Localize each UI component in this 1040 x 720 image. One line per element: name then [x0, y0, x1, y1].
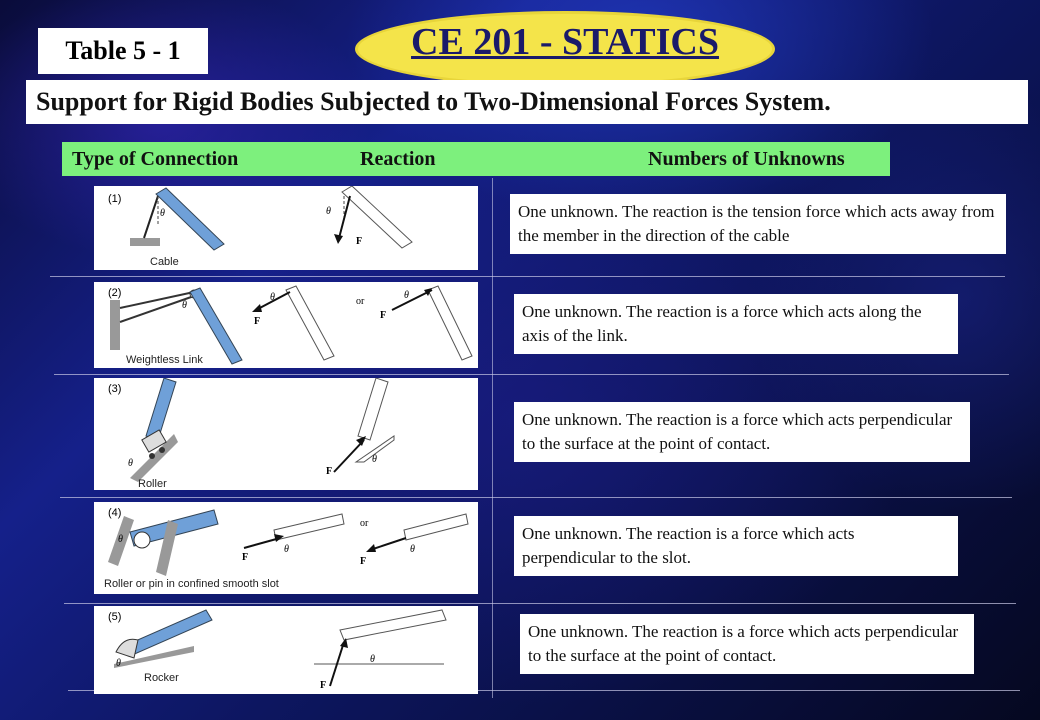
svg-text:or: or [360, 518, 369, 529]
row-divider [54, 374, 1009, 375]
svg-text:θ: θ [404, 290, 409, 301]
row-divider [60, 497, 1012, 498]
svg-text:θ: θ [372, 454, 377, 465]
figure-weightless-link [94, 282, 478, 368]
svg-text:F: F [356, 236, 363, 247]
svg-text:θ: θ [270, 292, 275, 303]
figure-roller-in-slot [94, 502, 478, 594]
row-divider [50, 276, 1005, 277]
svg-text:θ: θ [116, 658, 121, 669]
svg-text:F: F [326, 466, 333, 477]
figure-caption: Roller or pin in confined smooth slot [104, 578, 279, 590]
description-weightless-link: One unknown. The reaction is a force which acts along the axis of the link. [514, 294, 958, 354]
column-divider [492, 178, 493, 698]
figure-number: (3) [108, 383, 122, 395]
figure-caption: Weightless Link [126, 354, 203, 366]
course-title: CE 201 - STATICS [411, 21, 719, 63]
svg-text:θ: θ [128, 458, 133, 469]
description-roller: One unknown. The reaction is a force which acts perpendicular to the surface at the point of contact. [514, 402, 970, 462]
description-rocker: One unknown. The reaction is a force which acts perpendicular to the surface at the point of contact. [520, 614, 974, 674]
svg-text:F: F [380, 310, 387, 321]
svg-text:θ: θ [118, 534, 123, 545]
header-number-of-unknowns: Numbers of Unknowns [648, 148, 845, 170]
svg-text:F: F [360, 556, 367, 567]
figure-caption: Cable [150, 256, 179, 268]
svg-text:or: or [356, 296, 365, 307]
svg-text:θ: θ [370, 654, 375, 665]
table-label: Table 5 - 1 [38, 28, 208, 74]
figure-number: (5) [108, 611, 122, 623]
svg-text:θ: θ [182, 300, 187, 311]
svg-text:F: F [320, 680, 327, 691]
description-roller-in-slot: One unknown. The reaction is a force which acts perpendicular to the slot. [514, 516, 958, 576]
header-type-of-connection: Type of Connection [72, 148, 239, 170]
figure-caption: Rocker [144, 672, 179, 684]
row-divider [64, 603, 1016, 604]
figure-caption: Roller [138, 478, 167, 490]
figure-rocker [94, 606, 478, 694]
table-header [62, 142, 890, 176]
svg-text:θ: θ [284, 544, 289, 555]
figure-number: (2) [108, 287, 122, 299]
svg-text:θ: θ [410, 544, 415, 555]
svg-text:F: F [242, 552, 249, 563]
svg-text:F: F [254, 316, 261, 327]
figure-number: (1) [108, 193, 122, 205]
table-subtitle: Support for Rigid Bodies Subjected to Two-Dimensional Forces System. [26, 80, 1028, 124]
figure-roller [94, 378, 478, 490]
svg-text:θ: θ [326, 206, 331, 217]
figure-number: (4) [108, 507, 122, 519]
description-cable: One unknown. The reaction is the tension force which acts away from the member in the direction of the cable [510, 194, 1006, 254]
svg-text:θ: θ [160, 208, 165, 219]
figure-cable [94, 186, 478, 270]
header-reaction: Reaction [360, 148, 436, 170]
